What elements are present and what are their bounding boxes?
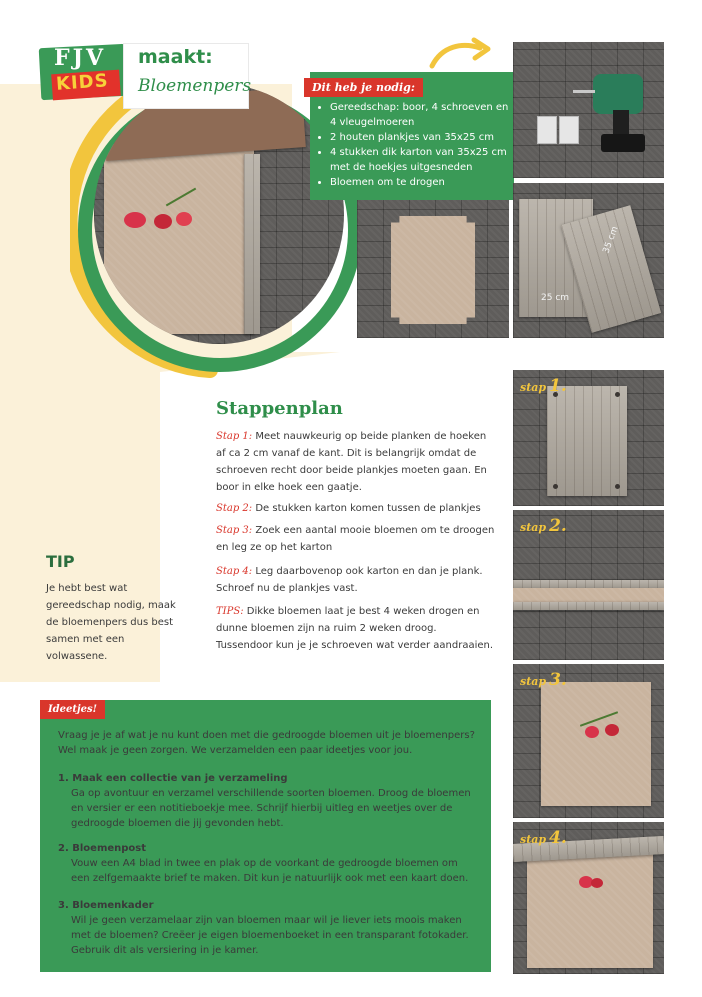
step-label: TIPS: — [216, 606, 244, 617]
step3-flower-1 — [585, 726, 599, 738]
hero-cardboard — [104, 144, 254, 334]
step-label: Stap 4: — [216, 566, 253, 577]
step-photo-2 — [513, 510, 664, 660]
logo-brand: FJV — [54, 45, 107, 71]
wood-height-label: 35 cm — [601, 225, 621, 255]
step-text: Dikke bloemen laat je best 4 weken drogen en dunne bloemen zijn na ruim 2 weken droog. Tussendoor kun je je schroeven wat verder aandraaien. — [216, 606, 494, 651]
idea-title: 2. Bloemenpost — [58, 843, 147, 854]
list-item: • Gereedschap: boor, 4 schroeven en 4 vleugelmoeren — [330, 100, 516, 130]
step-2 — [216, 500, 496, 517]
idea-2 — [58, 841, 478, 886]
step-label: Stap 2: — [216, 503, 253, 514]
step-text: De stukken karton komen tussen de plankjes — [255, 503, 481, 514]
tip-text: Je hebt best wat gereedschap nodig, maak de bloemenpers dus best samen met een volwassene. — [46, 583, 176, 662]
step3-flower-2 — [605, 724, 619, 736]
drill-body — [593, 74, 643, 114]
step1-hole — [615, 484, 620, 489]
idea-1 — [58, 771, 478, 831]
step4-cardboard — [527, 852, 653, 968]
list-item: • 4 stukken dik karton van 35x25 cm met de hoekjes uitgesneden — [330, 145, 516, 175]
step-text: Meet nauwkeurig op beide planken de hoeken af ca 2 cm vanaf de kant. Dit is belangrijk omdat de schroeven recht door beide plankjes moeten gaan. En boor in elke hoek een gaatje. — [216, 431, 487, 493]
step-photo-3 — [513, 664, 664, 818]
step2-plank-bottom — [513, 602, 664, 610]
screw-pack-2 — [559, 116, 579, 144]
hero-flower-3 — [176, 212, 192, 226]
drill-battery — [601, 134, 645, 152]
step1-hole — [615, 392, 620, 397]
cardboard-piece — [391, 216, 475, 324]
logo-kids: KIDS — [55, 70, 110, 95]
step-3 — [216, 522, 496, 556]
step-text: Leg daarbovenop ook karton en dan je plank. Schroef nu de plankjes vast. — [216, 566, 483, 594]
materials-title: Dit heb je nodig: — [304, 78, 423, 97]
steps-title: Stappenplan — [216, 398, 343, 419]
step-photo-label: stap 4. — [520, 828, 567, 848]
hero-photo — [94, 84, 344, 344]
idea-title: 1. Maak een collectie van je verzameling — [58, 773, 288, 784]
step1-hole — [553, 484, 558, 489]
step-tips — [216, 603, 496, 654]
step-photo-label: stap 2. — [520, 516, 567, 536]
page-subtitle: Bloemenpers — [138, 76, 252, 96]
idea-text: Wil je geen verzamelaar zijn van bloemen maar wil je liever iets moois maken met de bloemen? Creëer je eigen bloemenboeket in een transparant fotokader. Gebruik dit als versiering in je kamer. — [71, 915, 469, 956]
drill-bit — [573, 90, 595, 93]
page-title: maakt: — [138, 46, 213, 68]
screw-pack-1 — [537, 116, 557, 144]
wood-photo — [513, 183, 664, 338]
idea-text: Ga op avontuur en verzamel verschillende soorten bloemen. Droog de bloemen en versier er een notitieboekje mee. Schrijf hierbij uitleg en weetjes over de gedroogde bloemen die jij gevonden hebt. — [71, 788, 471, 829]
materials-list — [318, 100, 516, 190]
step-photo-4 — [513, 822, 664, 974]
step-4 — [216, 563, 496, 597]
step-photo-1 — [513, 370, 664, 506]
idea-title: 3. Bloemenkader — [58, 900, 154, 911]
step-label: Stap 3: — [216, 525, 253, 536]
ideas-intro: Vraag je je af wat je nu kunt doen met die gedroogde bloemen uit je bloemenpers? Wel maak je geen zorgen. We verzamelden een paar ideetjes voor jou. — [58, 730, 475, 756]
step-label: Stap 1: — [216, 431, 253, 442]
cardboard-photo — [357, 200, 509, 338]
step1-plank — [547, 386, 627, 496]
list-item: • 2 houten plankjes van 35x25 cm — [330, 130, 516, 145]
hero-flower-1 — [124, 212, 146, 228]
ideas-tag: Ideetjes! — [40, 700, 105, 719]
step4-flower — [591, 878, 603, 888]
step2-cardboard — [513, 588, 664, 602]
idea-3 — [58, 898, 478, 958]
step-photo-label: stap 3. — [520, 670, 567, 690]
list-item: • Bloemen om te drogen — [330, 175, 516, 190]
wood-width-label: 25 cm — [541, 293, 570, 303]
step-1 — [216, 428, 496, 496]
step-photo-label: stap 1. — [520, 376, 567, 396]
tools-photo — [513, 42, 664, 178]
arrow-icon — [428, 36, 494, 70]
step-text: Zoek een aantal mooie bloemen om te droogen en leg ze op het karton — [216, 525, 495, 553]
tip-title: TIP — [46, 552, 75, 571]
idea-text: Vouw een A4 blad in twee en plak op de voorkant de gedroogde bloemen om een zelfgemaakte brief te maken. Dit kun je natuurlijk ook met een kaart doen. — [71, 858, 469, 884]
step2-plank-top — [513, 580, 664, 588]
step3-cardboard — [541, 682, 651, 806]
hero-wood-base — [244, 154, 260, 334]
hero-flower-2 — [154, 214, 172, 229]
